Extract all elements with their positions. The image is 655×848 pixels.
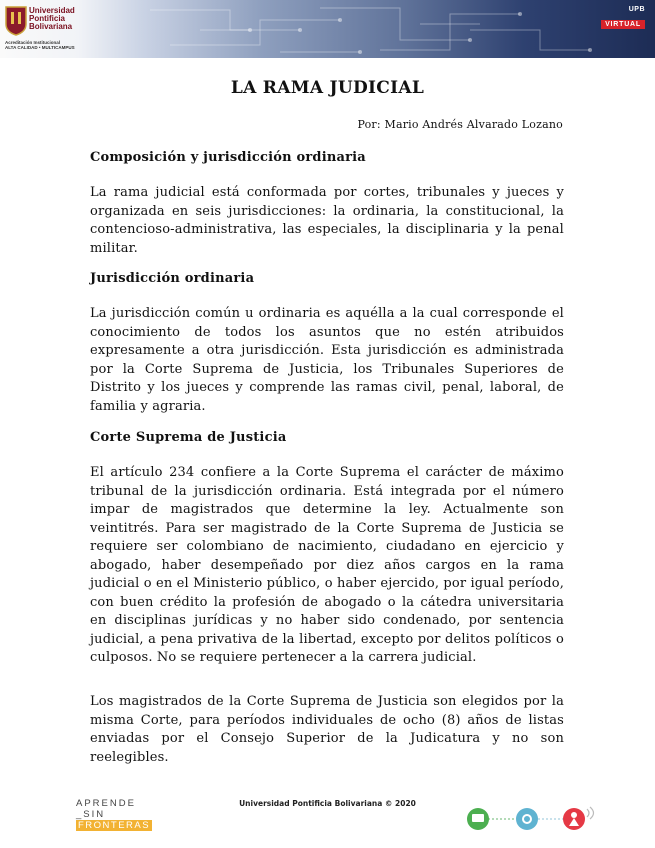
upb-virtual-brand	[601, 6, 645, 31]
section-corte-suprema	[90, 430, 564, 445]
screen-icon	[467, 808, 489, 830]
section-jurisdiccion	[90, 271, 564, 286]
section-corte-body-2	[90, 693, 564, 767]
section-heading: Composición y jurisdicción ordinaria	[90, 150, 366, 165]
section-corte-body-1	[90, 464, 564, 668]
aprende-text: APRENDE	[76, 798, 136, 809]
logo-title: Universidad Pontificia Bolivariana	[29, 6, 75, 31]
section-composicion-body	[90, 184, 564, 258]
fronteras-text: FRONTERAS	[78, 820, 151, 831]
circuit-pattern	[0, 0, 655, 58]
paragraph: La rama judicial está conformada por cortes, tribunales y jueces y organizada en seis jurisdicciones: la ordinaria, la constitucional, la contencioso-administrativa, las especiales, la disciplinaria y la penal militar.	[90, 185, 564, 256]
paragraph: El artículo 234 confiere a la Corte Suprema el carácter de máximo tribunal de la jurisdicción ordinaria. Está integrada por el número impar de magistrados que determine la ley. Actualmente son veintitrés. Para ser magistrado de la Corte Suprema de Justicia se requiere ser colombiano de nacimiento, ciudadano en ejercicio y abogado, haber desempeñado por diez años cargos en la rama judicial o en el Ministerio público, o haber ejercido, por igual período, con buen crédito la profesión de abogado o la cátedra universitaria en disciplinas jurídicas y no haber sido condenado, por sentencia judicial, a pena privativa de la libertad, excepto por delitos políticos o culposos. No se requiere pertenecer a la carrera judicial.	[90, 465, 564, 665]
page-title: LA RAMA JUDICIAL	[230, 78, 425, 98]
sin-text: _SIN	[76, 809, 106, 820]
person-icon	[563, 808, 585, 830]
paragraph: Los magistrados de la Corte Suprema de Justicia son elegidos por la misma Corte, para períodos individuales de ocho (8) años de listas enviadas por el Consejo Superior de la Judicatura y no son reelegibles.	[90, 694, 564, 765]
upb-logo	[5, 4, 95, 54]
footer-icons	[466, 804, 596, 834]
section-heading: Corte Suprema de Justicia	[90, 430, 287, 445]
section-composicion	[90, 150, 564, 165]
logo-accreditation: Acreditación Institucional	[5, 40, 61, 45]
section-jurisdiccion-body	[90, 305, 564, 416]
section-heading: Jurisdicción ordinaria	[90, 271, 255, 286]
header-banner	[0, 0, 655, 58]
shield-icon	[5, 6, 27, 36]
paragraph: La jurisdicción común u ordinaria es aquélla a la cual corresponde el conocimiento de todos los asuntos que no estén atribuidos expresamente a otra jurisdicción. Esta jurisdicción es administrada por la Corte Suprema de Justicia, los Tribunales Superiores de Distrito y los jueces y comprende las ramas civil, penal, laboral, de familia y agraria.	[90, 306, 564, 414]
author-line: Por: Mario Andrés Alvarado Lozano	[357, 118, 563, 131]
gear-icon	[516, 808, 538, 830]
brand-top: UPB	[628, 6, 645, 13]
brand-bottom: VIRTUAL	[601, 20, 645, 29]
copyright: Universidad Pontificia Bolivariana © 2020	[239, 799, 416, 808]
wifi-icon	[587, 807, 594, 819]
logo-campus: ALTA CALIDAD • MULTICAMPUS	[5, 45, 75, 50]
